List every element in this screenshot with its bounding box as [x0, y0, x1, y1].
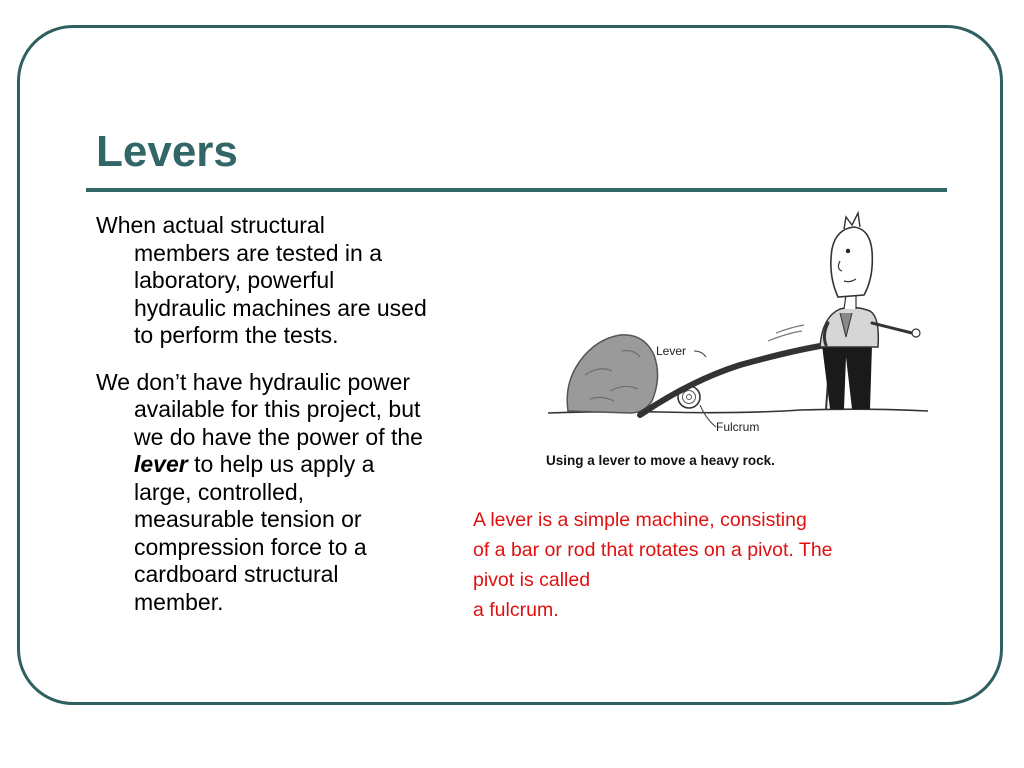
- lever-illustration: [540, 205, 932, 477]
- illustration-caption: Using a lever to move a heavy rock.: [546, 453, 775, 468]
- para2-line: we do have the power of the: [134, 423, 423, 450]
- body-text: [96, 212, 506, 630]
- lever-illustration-svg: [540, 205, 932, 477]
- paragraph-lever-power: [96, 369, 506, 617]
- slide-title: Levers: [96, 127, 238, 176]
- man-trousers: [822, 345, 872, 409]
- para2-line: available for this project, but: [134, 396, 421, 422]
- lever-label-pointer: [694, 351, 706, 357]
- para1-line: hydraulic machines are used: [134, 294, 427, 321]
- para1-line: laboratory, powerful: [134, 267, 335, 293]
- para2-line: cardboard structural: [134, 561, 339, 587]
- para1-line: to perform the tests.: [134, 322, 339, 348]
- lever-label: Lever: [656, 344, 687, 358]
- man-eye: [846, 249, 850, 253]
- para2-line: compression force to a: [134, 533, 367, 560]
- motion-lines: [768, 325, 804, 341]
- rock-shape: [567, 335, 657, 413]
- man-head: [831, 227, 872, 297]
- para2-line: member.: [134, 588, 224, 615]
- man-right-hand: [912, 329, 920, 337]
- fulcrum-label: Fulcrum: [716, 420, 760, 434]
- lever-emphasis: lever: [134, 451, 188, 477]
- definition-line: A lever is a simple machine, consisting: [473, 509, 807, 531]
- definition-line: of a bar or rod that rotates on a pivot. The: [473, 539, 833, 561]
- para2-line: to help us apply a: [187, 451, 375, 477]
- title-underline: [86, 188, 947, 192]
- para2-line: large, controlled,: [134, 478, 305, 505]
- para1-line: members are tested in a: [134, 239, 383, 266]
- fulcrum-label-pointer: [700, 405, 716, 427]
- definition-line: pivot is called: [473, 569, 591, 591]
- paragraph-hydraulic: [96, 212, 506, 350]
- para2-line: measurable tension or: [134, 506, 362, 532]
- definition-line: a fulcrum.: [473, 599, 559, 621]
- para1-line: When actual structural: [96, 212, 325, 238]
- lever-definition: [473, 505, 973, 625]
- para2-line: We don’t have hydraulic power: [96, 368, 411, 395]
